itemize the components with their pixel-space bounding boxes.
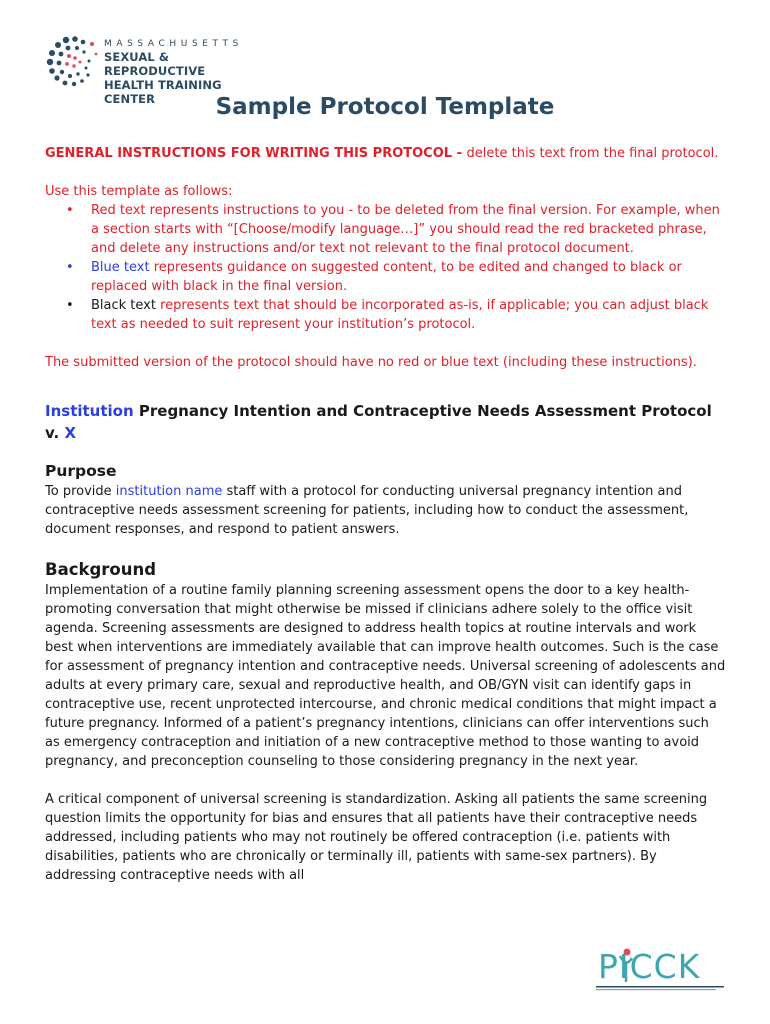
general-instructions (45, 144, 727, 163)
list-item (66, 296, 727, 334)
list-item (66, 201, 727, 258)
dot-cluster-icon (44, 34, 100, 88)
picck-wordmark: PICCK (598, 947, 701, 986)
logo-line-2: SEXUAL & REPRODUCTIVE (104, 50, 206, 78)
black-text-label: Black text (91, 298, 156, 313)
document-body (45, 144, 727, 885)
purpose-heading: Purpose (45, 462, 117, 480)
protocol-title (45, 400, 727, 444)
bullet-icon: • (66, 260, 74, 275)
institution-name: institution name (115, 484, 223, 499)
general-instructions-text: delete this text from the final protocol. (466, 146, 719, 161)
logo-line-1: MASSACHUSETTS (104, 39, 243, 49)
instruction-list (45, 201, 727, 334)
blue-text-label: Blue text (91, 260, 150, 275)
submitted-note: The submitted version of the protocol should have no red or blue text (including these instructions). (45, 355, 697, 370)
bullet-text: represents text that should be incorporated as-is, if applicable; you can adjust black text as needed to suit represent your institution’s protocol. (91, 298, 709, 332)
bullet-text: Red text represents instructions to you - to be deleted from the final version. For example, when a section starts with “[Choose/modify language…]” you should read the red bracketed phrase, and delete any instructions and/or text not relevant to the final protocol document. (91, 203, 720, 256)
page-title: Sample Protocol Template (215, 94, 555, 120)
list-item (66, 258, 727, 296)
purpose-text (45, 482, 727, 539)
protocol-title-text: Pregnancy Intention and Contraceptive Needs Assessment Protocol v. (45, 402, 712, 442)
general-instructions-label: GENERAL INSTRUCTIONS FOR WRITING THIS PROTOCOL - (45, 146, 467, 161)
use-template-line: Use this template as follows: (45, 184, 233, 199)
bullet-text: represents guidance on suggested content, to be edited and changed to black or replaced with black in the final version. (91, 260, 682, 294)
background-paragraph-2: A critical component of universal screening is standardization. Asking all patients the same screening question limits the opportunity for bias and ensures that all patients have their contraceptive needs addressed, including patients who may not routinely be offered contraception (i.e. patients with disabilities, patients who are chronically or terminally ill, patients with same-sex partners). By addressing contraceptive needs with all (45, 792, 708, 883)
purpose-text-pre: To provide (45, 484, 116, 499)
protocol-title-institution: Institution (45, 402, 134, 420)
background-paragraph-1: Implementation of a routine family planning screening assessment opens the door to a key health-promoting conversation that might otherwise be missed if clinicians adhere solely to the office visit agenda. Screening assessments are designed to address health topics at routine intervals and work best when interventions are immediately available that can improve health outcomes. Such is the case for assessment of pregnancy intention and contraceptive needs. Universal screening of adolescents and adults at every primary care, sexual and reproductive health, and OB/GYN visit can identify gaps in contraceptive use, recent unprotected intercourse, and chronic medical conditions that might impact a future pregnancy. Informed of a patient’s pregnancy intentions, clinicians can offer interventions such as emergency contraception and initiation of a new contraceptive method to those wanting to avoid pregnancy, and preconception counseling to those considering pregnancy in the next year. (45, 583, 726, 769)
mass-srhtc-logo (44, 34, 274, 106)
protocol-title-version: X (64, 424, 77, 442)
purpose-text-post: staff with a protocol for conducting universal pregnancy intention and contraceptive needs assessment screening for patients, including how to conduct the assessment, document responses, and respond to patient answers. (45, 484, 689, 537)
background-heading: Background (45, 560, 157, 579)
bullet-icon: • (66, 298, 74, 313)
logo-line-3: HEALTH TRAINING CENTER (104, 78, 222, 106)
picck-logo (596, 946, 726, 992)
bullet-icon: • (66, 203, 74, 218)
